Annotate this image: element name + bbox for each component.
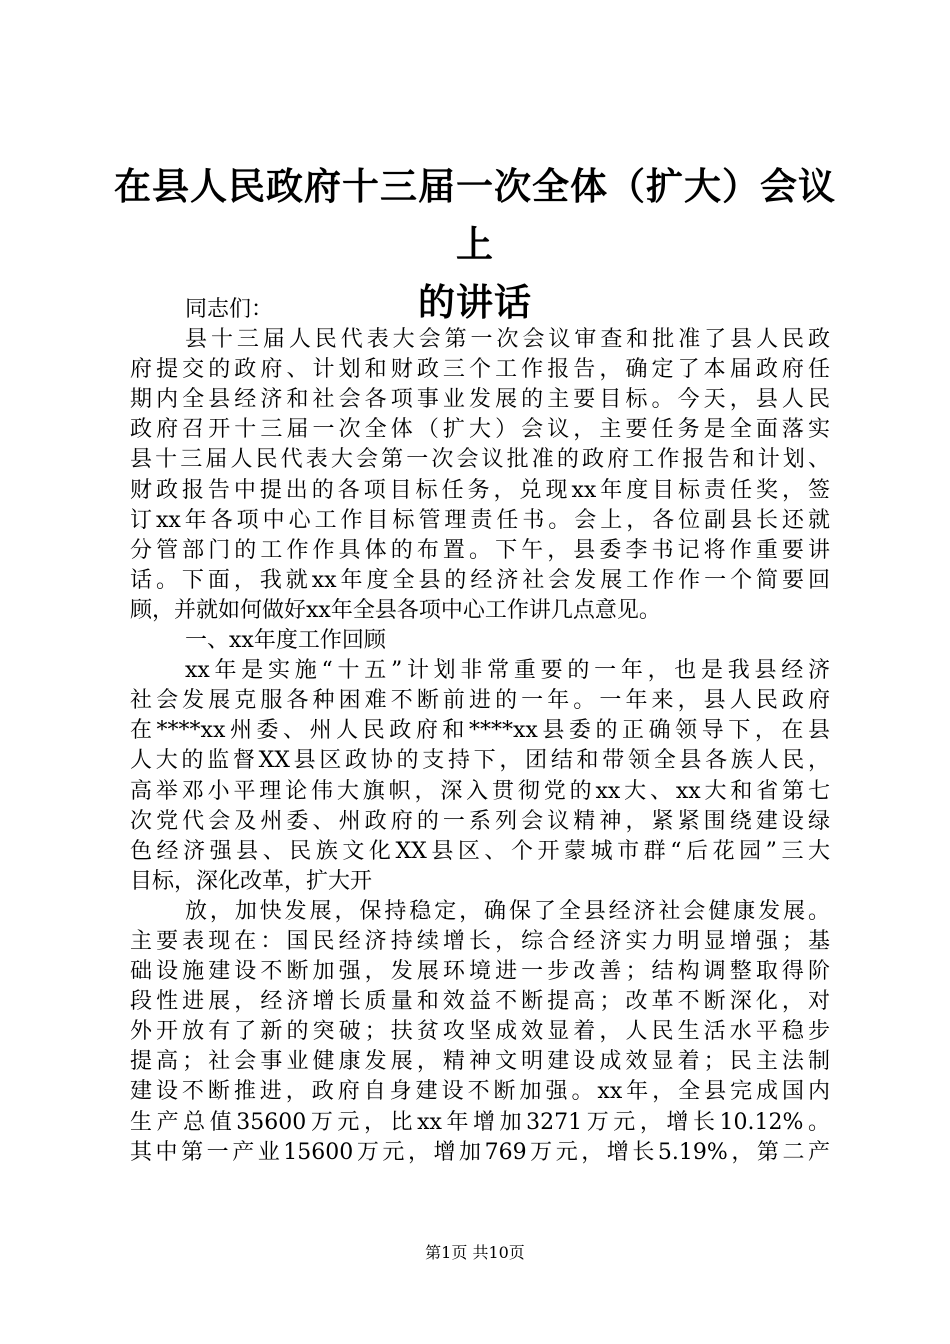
text-line: 顾，并就如何做好xx年全县各项中心工作讲几点意见。 [130,597,661,623]
text-line: 期内全县经济和社会各项事业发展的主要目标。今天，县人民 [130,387,830,413]
text-line: 一、xx年度工作回顾 [185,628,386,654]
text-line: 建设不断推进，政府自身建设不断加强。xx年，全县完成国内 [130,1079,830,1105]
text-line: 在****xx州委、州人民政府和****xx县委的正确领导下，在县 [130,718,830,744]
text-line: 政府召开十三届一次全体（扩大）会议，主要任务是全面落实 [130,417,830,443]
text-line: 外开放有了新的突破；扶贫攻坚成效显着，人民生活水平稳步 [130,1019,830,1045]
text-line: 放，加快发展，保持稳定，确保了全县经济社会健康发展。 [185,898,830,924]
document-body [130,295,830,1168]
text-line: 县十三届人民代表大会第一次会议批准的政府工作报告和计划、 [130,447,830,473]
text-line: 县十三届人民代表大会第一次会议审查和批准了县人民政 [185,327,830,353]
title-line-1: 在县人民政府十三届一次全体（扩大）会议上 [114,165,836,266]
text-line: 话。下面，我就xx年度全县的经济社会发展工作作一个简要回 [130,567,830,593]
text-line: 财政报告中提出的各项目标任务，兑现xx年度目标责任奖，签 [130,477,830,503]
text-line: 同志们： [185,297,274,322]
text-line: 其中第一产业15600万元，增加769万元，增长5.19%，第二产 [130,1139,830,1165]
text-line: 生产总值35600万元，比xx年增加3271万元，增长10.12%。 [130,1109,830,1135]
text-line: 主要表现在：国民经济持续增长，综合经济实力明显增强；基 [130,928,830,954]
text-line: 提高；社会事业健康发展，精神文明建设成效显着；民主法制 [130,1049,830,1075]
text-line: 订xx年各项中心工作目标管理责任书。会上，各位副县长还就 [130,507,830,533]
text-line: 人大的监督XX县区政协的支持下，团结和带领全县各族人民， [130,748,830,774]
title-line-2: 的讲话 [418,281,532,324]
text-line: 础设施建设不断加强，发展环境进一步改善；结构调整取得阶 [130,959,830,985]
text-line: 分管部门的工作作具体的布置。下午，县委李书记将作重要讲 [130,537,830,563]
text-line: 社会发展克服各种困难不断前进的一年。一年来，县人民政府 [130,688,830,714]
text-line: 段性进展，经济增长质量和效益不断提高；改革不断深化，对 [130,989,830,1015]
text-line: 高举邓小平理论伟大旗帜，深入贯彻党的xx大、xx大和省第七 [130,778,830,804]
text-line: 目标，深化改革，扩大开 [130,868,373,894]
text-line: 次党代会及州委、州政府的一系列会议精神，紧紧围绕建设绿 [130,808,830,834]
text-line: 色经济强县、民族文化XX县区、个开蒙城市群“后花园”三大 [130,838,830,864]
text-line: xx年是实施“十五”计划非常重要的一年，也是我县经济 [185,658,830,684]
text-line: 府提交的政府、计划和财政三个工作报告，确定了本届政府任 [130,357,830,383]
page-footer: 第1页 共10页 [425,1243,525,1262]
